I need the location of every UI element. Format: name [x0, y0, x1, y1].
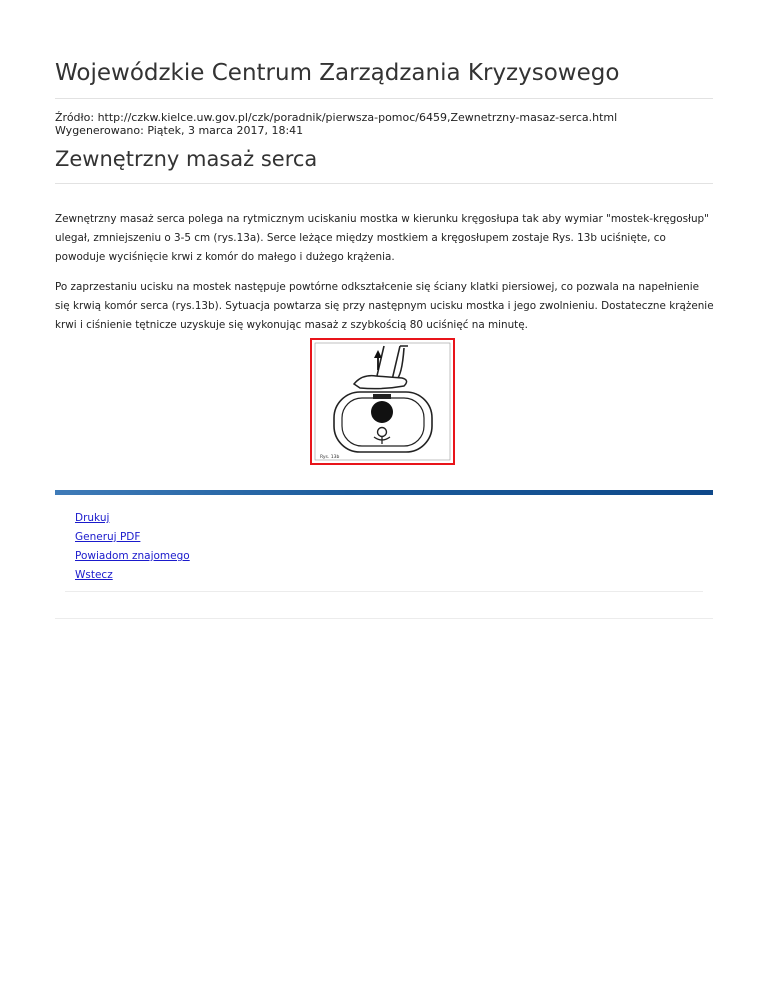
figure-caption: Rys. 13b	[320, 455, 340, 460]
print-link[interactable]: Drukuj	[75, 512, 110, 524]
page-meta	[55, 111, 617, 137]
footer-accent-bar	[55, 490, 713, 495]
hands-drawing	[354, 376, 407, 389]
notify-friend-link[interactable]: Powiadom znajomego	[75, 550, 190, 562]
cpr-illustration	[310, 338, 455, 465]
article-body	[55, 210, 715, 346]
footer-links	[75, 509, 190, 585]
footer-divider	[55, 618, 713, 619]
generate-pdf-link[interactable]: Generuj PDF	[75, 531, 141, 543]
article-paragraph-1: Zewnętrzny masaż serca polega na rytmicznym uciskaniu mostka w kierunku kręgosłupa tak aby wymiar "mostek-kręgosłup" ulegał, zmniejszeniu o 3-5 cm (rys.13a). Serce leżące między mostkiem a kręgosłupem zostaje Rys. 13b uciśnięte, co powoduje wyciśnięcie krwi z komór do małego i dużego krążenia.	[55, 213, 709, 263]
generated-line: Wygenerowano: Piątek, 3 marca 2017, 18:41	[55, 124, 304, 137]
source-line: Źródło: http://czkw.kielce.uw.gov.pl/czk/poradnik/pierwsza-pomoc/6459,Zewnetrzny-masaz-serca.html	[55, 111, 618, 124]
header-divider	[55, 98, 713, 99]
sternum-drawing	[373, 394, 391, 399]
chest-compression-drawing	[312, 340, 453, 463]
article-paragraph-2: Po zaprzestaniu ucisku na mostek następuje powtórne odkształcenie się ściany klatki piersiowej, co pozwala na napełnienie się krwią komór serca (rys.13b). Sytuacja powtarza się przy następnym ucisku mostka i jego zwolnieniu. Dostateczne krążenie krwi i ciśnienie tętnicze uzyskuje się wykonując masaż z szybkością 80 uciśnięć na minutę.	[55, 281, 714, 331]
heart-drawing	[371, 401, 393, 423]
back-link[interactable]: Wstecz	[75, 569, 113, 581]
links-divider	[65, 591, 703, 592]
site-title: Wojewódzkie Centrum Zarządzania Kryzysowego	[55, 60, 620, 86]
title-divider	[55, 183, 713, 184]
article-title: Zewnętrzny masaż serca	[55, 147, 318, 171]
